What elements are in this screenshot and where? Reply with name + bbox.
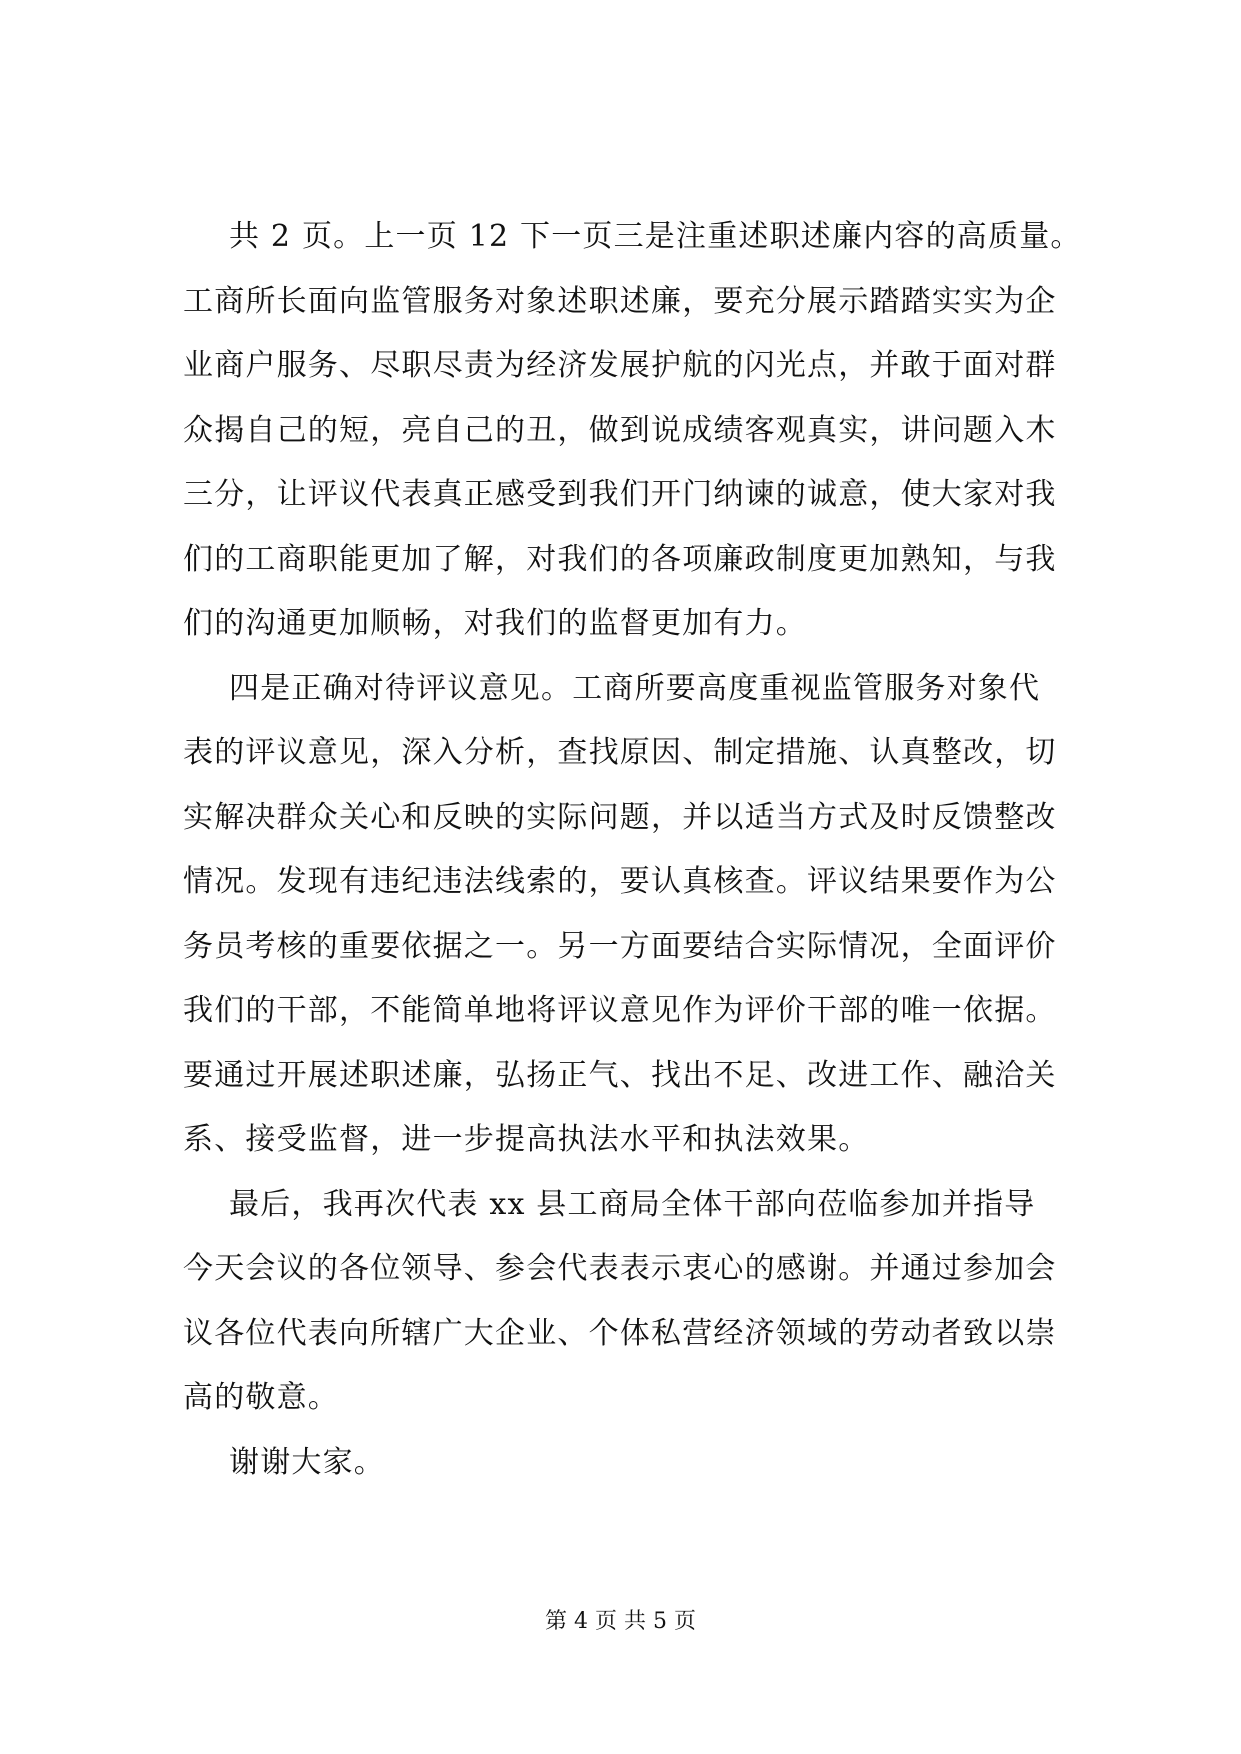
- text-line: 议各位代表向所辖广大企业、个体私营经济领域的劳动者致以崇: [183, 1315, 1057, 1351]
- text-line: 工商所长面向监管服务对象述职述廉，要充分展示踏踏实实为企: [183, 283, 1057, 319]
- text-line: 四是正确对待评议意见。工商所要高度重视监管服务对象代: [229, 670, 1041, 706]
- text-line: 务员考核的重要依据之一。另一方面要结合实际情况，全面评价: [183, 928, 1057, 964]
- text-line: 实解决群众关心和反映的实际问题，并以适当方式及时反馈整改: [183, 799, 1057, 835]
- text-line: 情况。发现有违纪违法线索的，要认真核查。评议结果要作为公: [183, 864, 1057, 899]
- document-body: [183, 205, 1082, 1495]
- text-line: 高的敬意。: [183, 1380, 339, 1415]
- text-line: 共 2 页。上一页 12 下一页三是注重述职述廉内容的高质量。: [229, 219, 1082, 254]
- text-line: 要通过开展述职述廉，弘扬正气、找出不足、改进工作、融洽关: [183, 1057, 1057, 1093]
- text-line: 最后，我再次代表 xx 县工商局全体干部向莅临参加并指导: [229, 1186, 1036, 1222]
- text-line: 表的评议意见，深入分析，查找原因、制定措施、认真整改，切: [183, 735, 1057, 770]
- text-line: 今天会议的各位领导、参会代表表示衷心的感谢。并通过参加会: [183, 1251, 1057, 1286]
- text-line: 们的沟通更加顺畅，对我们的监督更加有力。: [183, 606, 807, 641]
- text-line: 业商户服务、尽职尽责为经济发展护航的闪光点，并敢于面对群: [183, 348, 1057, 383]
- text-line: 们的工商职能更加了解，对我们的各项廉政制度更加熟知，与我: [183, 541, 1057, 577]
- page-footer: [0, 1604, 1241, 1635]
- text-line: 三分，让评议代表真正感受到我们开门纳谏的诚意，使大家对我: [183, 477, 1057, 512]
- text-line: 系、接受监督，进一步提高执法水平和执法效果。: [183, 1122, 870, 1157]
- text-line: 我们的干部，不能简单地将评议意见作为评价干部的唯一依据。: [183, 993, 1057, 1028]
- page-number-label: 第 4 页 共 5 页: [545, 1609, 696, 1634]
- text-line: 谢谢大家。: [229, 1444, 385, 1480]
- text-line: 众揭自己的短，亮自己的丑，做到说成绩客观真实，讲问题入木: [183, 412, 1057, 448]
